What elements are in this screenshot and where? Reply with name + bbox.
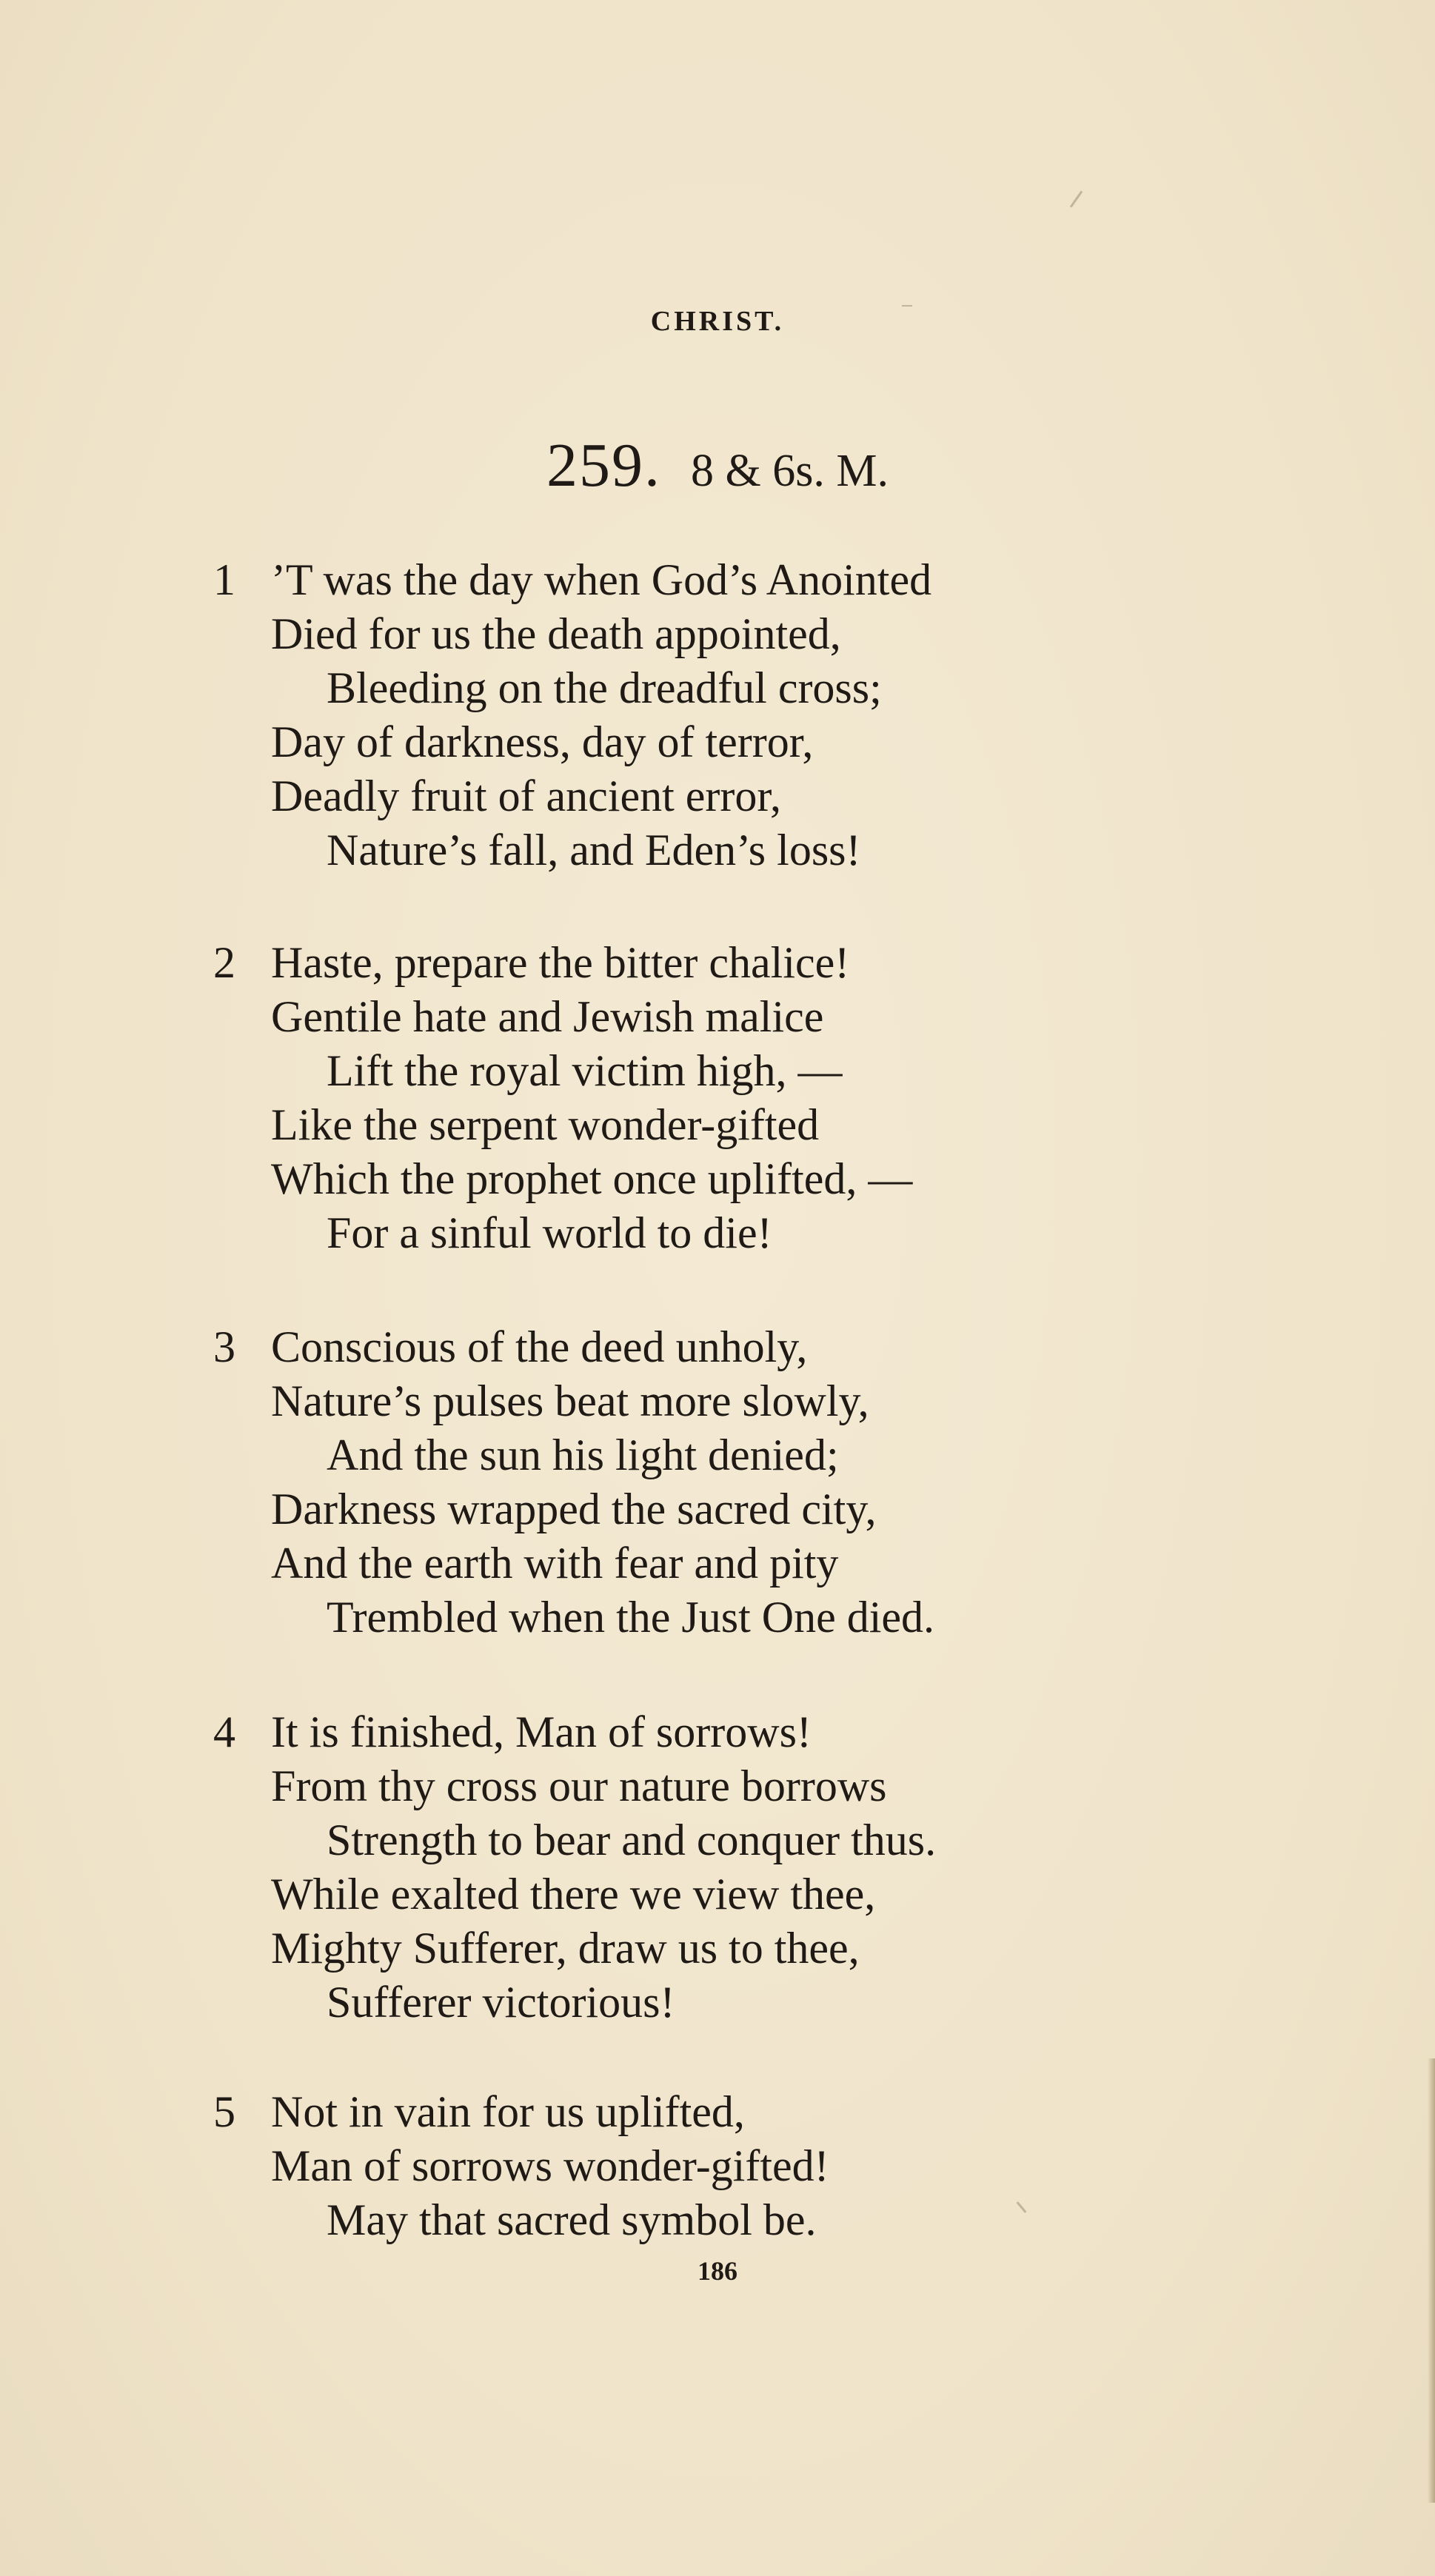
stanza-2 (213, 936, 912, 1260)
stanza-number: 1 (213, 555, 235, 604)
verse-line: Trembled when the Just One died. (327, 1593, 935, 1642)
verse-line: Man of sorrows wonder-gifted! (271, 2141, 829, 2190)
verse-line: While exalted there we view thee, (271, 1870, 876, 1918)
verse-line (213, 2085, 829, 2139)
verse-text: It is finished, Man of sorrows! (271, 1707, 812, 1756)
stanza-3 (213, 1320, 934, 1645)
verse-line: Nature’s pulses beat more slowly, (271, 1376, 869, 1425)
verse-line (213, 1320, 934, 1374)
verse-line: For a sinful world to die! (327, 1208, 772, 1257)
verse-line: Which the prophet once uplifted, — (271, 1154, 913, 1203)
verse-line (213, 936, 912, 990)
verse-line (213, 553, 931, 607)
stanza-1 (213, 553, 931, 877)
verse-line: Like the serpent wonder-gifted (271, 1100, 820, 1149)
verse-line: Lift the royal victim high, — (327, 1046, 843, 1095)
hymn-number: 259. (546, 431, 661, 500)
verse-line: Deadly fruit of ancient error, (271, 772, 781, 820)
verse-line: And the earth with fear and pity (271, 1539, 839, 1588)
verse-line: Mighty Sufferer, draw us to thee, (271, 1924, 860, 1973)
paper-speck (1017, 2201, 1027, 2213)
verse-line: Darkness wrapped the sacred city, (271, 1485, 877, 1533)
verse-line: Bleeding on the dreadful cross; (327, 663, 882, 712)
stanza-number: 3 (213, 1322, 235, 1371)
running-head: CHRIST. (650, 306, 785, 337)
verse-line: And the sun his light denied; (327, 1431, 839, 1479)
verse-line (213, 1705, 936, 1759)
verse-line: Died for us the death appointed, (271, 609, 841, 658)
page-number: 186 (698, 2256, 737, 2286)
stanza-5 (213, 2085, 829, 2247)
verse-line: Sufferer victorious! (327, 1978, 675, 2027)
stanza-number: 5 (213, 2087, 235, 2136)
hymn-meter: 8 & 6s. M. (691, 446, 889, 496)
verse-text: Conscious of the deed unholy, (271, 1322, 808, 1371)
verse-line: Gentile hate and Jewish malice (271, 992, 824, 1041)
verse-text: Not in vain for us uplifted, (271, 2087, 745, 2136)
stanza-number: 4 (213, 1707, 235, 1756)
verse-line: Strength to bear and conquer thus. (327, 1816, 937, 1864)
verse-line: Nature’s fall, and Eden’s loss! (327, 826, 861, 874)
verse-text: Haste, prepare the bitter chalice! (271, 938, 850, 987)
paper-speck (1070, 190, 1083, 207)
stanza-number: 2 (213, 938, 235, 987)
stanza-4 (213, 1705, 936, 2030)
verse-line: From thy cross our nature borrows (271, 1762, 887, 1810)
hymn-heading (0, 429, 1435, 501)
verse-line: May that sacred symbol be. (327, 2195, 817, 2244)
verse-line: Day of darkness, day of terror, (271, 717, 814, 766)
verse-text: ’T was the day when God’s Anointed (271, 555, 932, 604)
